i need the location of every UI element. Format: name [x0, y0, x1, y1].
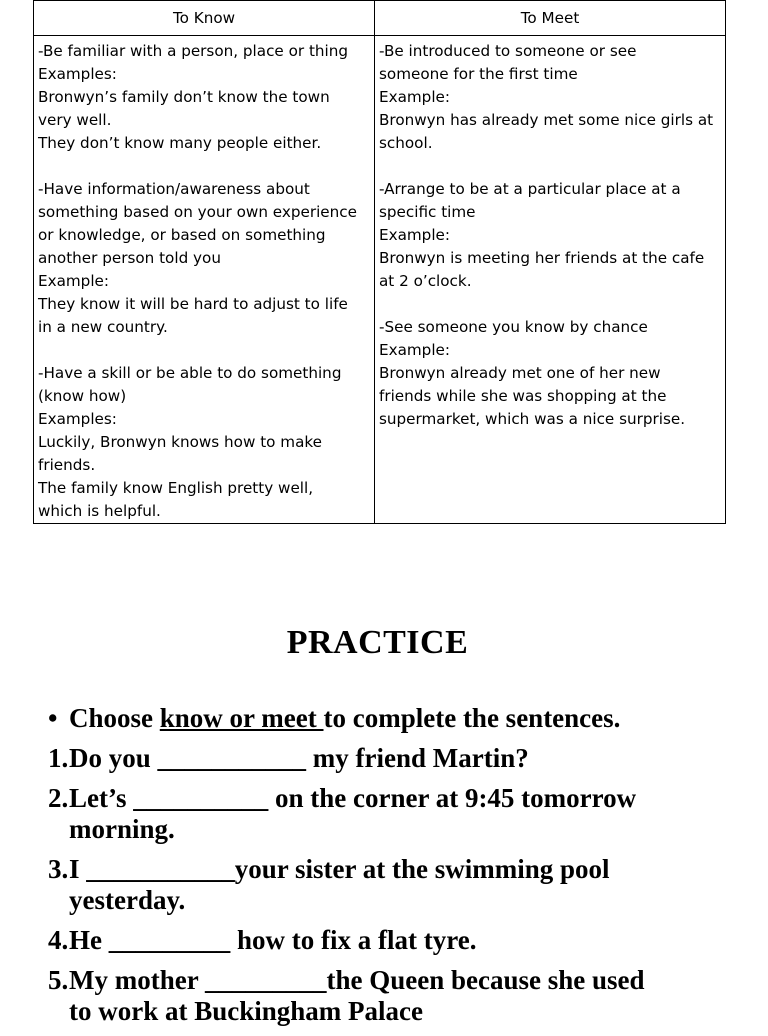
cell-line: Example: [379, 88, 451, 106]
header-to-know: To Know [34, 1, 375, 36]
exercise-item [48, 854, 748, 916]
exercise-item [48, 965, 748, 1027]
cell-line: something based on your own experience [38, 203, 357, 221]
bullet-marker: • [48, 703, 58, 733]
cell-line: They don’t know many people either. [38, 134, 322, 152]
instruction [48, 703, 748, 734]
item-sentence: Do you ___________ my friend Martin? [69, 743, 529, 773]
cell-line: Bronwyn has already met some nice girls at [379, 111, 714, 129]
cell-line [379, 293, 721, 316]
cell-line: -Be introduced to someone or see [379, 42, 637, 60]
cell-line: Example: [379, 341, 451, 359]
item-sentence: He _________ how to fix a flat tyre. [69, 925, 477, 955]
table-body-row [34, 36, 726, 524]
instruction-underlined: know or meet [159, 703, 324, 733]
cell-line: Examples: [38, 410, 117, 428]
exercise-list [48, 703, 748, 1036]
cell-line: which is helpful. [38, 502, 161, 520]
cell-line: Bronwyn is meeting her friends at the cafe [379, 249, 705, 267]
cell-line: They know it will be hard to adjust to life [38, 295, 348, 313]
cell-line: Examples: [38, 65, 117, 83]
table-header-row [34, 1, 726, 36]
item-number: 3. [48, 854, 69, 884]
item-sentence-continued: morning. [69, 814, 175, 844]
instruction-text-after: to complete the sentences. [323, 703, 621, 733]
cell-line: very well. [38, 111, 112, 129]
exercise-item [48, 925, 748, 956]
cell-line: Luckily, Bronwyn knows how to make [38, 433, 322, 451]
header-to-meet: To Meet [375, 1, 726, 36]
to-meet-cell [375, 36, 726, 524]
cell-line: The family know English pretty well, [38, 479, 314, 497]
cell-line: Example: [38, 272, 110, 290]
cell-line: another person told you [38, 249, 221, 267]
cell-line: -Have information/awareness about [38, 180, 310, 198]
cell-line: someone for the first time [379, 65, 578, 83]
practice-title: PRACTICE [286, 624, 469, 661]
cell-line: in a new country. [38, 318, 168, 336]
cell-line: Bronwyn already met one of her new [379, 364, 661, 382]
exercise-item [48, 743, 748, 774]
cell-line: -See someone you know by chance [379, 318, 648, 336]
cell-line: at 2 o’clock. [379, 272, 472, 290]
instruction-text-before: Choose [69, 703, 160, 733]
cell-line: friends. [38, 456, 96, 474]
item-sentence: My mother _________the Queen because she used [69, 965, 645, 995]
cell-line: (know how) [38, 387, 127, 405]
item-sentence-continued: to work at Buckingham Palace [69, 996, 423, 1026]
cell-line: -Be familiar with a person, place or thing [38, 42, 349, 60]
cell-line: Example: [379, 226, 451, 244]
cell-line: specific time [379, 203, 476, 221]
cell-line: or knowledge, or based on something [38, 226, 326, 244]
item-number: 1. [48, 743, 69, 773]
item-sentence-continued: yesterday. [69, 885, 186, 915]
cell-line: school. [379, 134, 433, 152]
cell-line: -Arrange to be at a particular place at a [379, 180, 681, 198]
item-number: 2. [48, 783, 69, 813]
item-number: 5. [48, 965, 69, 995]
item-number: 4. [48, 925, 69, 955]
to-know-cell [34, 36, 375, 524]
cell-line: Bronwyn’s family don’t know the town [38, 88, 330, 106]
cell-line [379, 155, 721, 178]
cell-line: friends while she was shopping at the [379, 387, 667, 405]
item-sentence: I ___________your sister at the swimming pool [69, 854, 610, 884]
cell-line: -Have a skill or be able to do something [38, 364, 342, 382]
item-sentence: Let’s __________ on the corner at 9:45 tomorrow [69, 783, 637, 813]
cell-line [38, 339, 370, 362]
know-meet-table [33, 0, 726, 524]
cell-line [38, 155, 370, 178]
cell-line: supermarket, which was a nice surprise. [379, 410, 686, 428]
exercise-item [48, 783, 748, 845]
